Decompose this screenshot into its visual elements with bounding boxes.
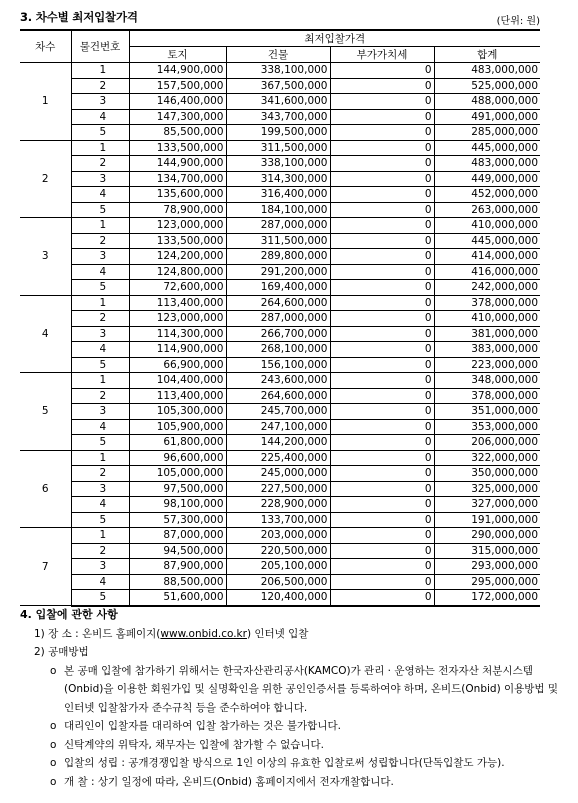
total-cell: 483,000,000 xyxy=(434,63,540,79)
vat-cell: 0 xyxy=(330,373,434,389)
bullet-text: 대리인이 입찰자를 대리하여 입찰 참가하는 것은 불가합니다. xyxy=(64,720,341,732)
table-row xyxy=(20,249,540,265)
land-cell: 94,500,000 xyxy=(129,543,226,559)
table-row xyxy=(20,78,540,94)
item-cell: 2 xyxy=(71,466,129,482)
land-cell: 51,600,000 xyxy=(129,590,226,606)
table-row xyxy=(20,187,540,203)
land-cell: 124,200,000 xyxy=(129,249,226,265)
item-cell: 4 xyxy=(71,574,129,590)
total-cell: 378,000,000 xyxy=(434,388,540,404)
table-row xyxy=(20,559,540,575)
building-cell: 316,400,000 xyxy=(226,187,330,203)
place-label: 1) 장 소 : 온비드 홈페이지( xyxy=(34,627,161,640)
land-cell: 88,500,000 xyxy=(129,574,226,590)
total-cell: 416,000,000 xyxy=(434,264,540,280)
vat-cell: 0 xyxy=(330,202,434,218)
item-cell: 5 xyxy=(71,435,129,451)
total-cell: 285,000,000 xyxy=(434,125,540,141)
method-bullets xyxy=(20,662,565,792)
section4-title: 4. 입찰에 관한 사항 xyxy=(20,608,118,621)
bullet-marker: o xyxy=(50,664,57,677)
item-cell: 5 xyxy=(71,512,129,528)
item-cell: 2 xyxy=(71,543,129,559)
land-cell: 72,600,000 xyxy=(129,280,226,296)
building-cell: 291,200,000 xyxy=(226,264,330,280)
building-cell: 311,500,000 xyxy=(226,140,330,156)
building-cell: 205,100,000 xyxy=(226,559,330,575)
item-cell: 1 xyxy=(71,450,129,466)
table-row xyxy=(20,311,540,327)
table-row xyxy=(20,466,540,482)
item-cell: 3 xyxy=(71,559,129,575)
item-cell: 1 xyxy=(71,528,129,544)
item-cell: 1 xyxy=(71,63,129,79)
table-row xyxy=(20,63,540,79)
building-cell: 203,000,000 xyxy=(226,528,330,544)
bullet-text: 신탁계약의 위탁자, 채무자는 입찰에 참가할 수 없습니다. xyxy=(64,738,324,751)
table-row xyxy=(20,280,540,296)
total-cell: 483,000,000 xyxy=(434,156,540,172)
land-cell: 87,900,000 xyxy=(129,559,226,575)
table-row xyxy=(20,233,540,249)
land-cell: 97,500,000 xyxy=(129,481,226,497)
land-cell: 123,000,000 xyxy=(129,218,226,234)
round-cell: 7 xyxy=(20,528,71,606)
vat-cell: 0 xyxy=(330,543,434,559)
land-cell: 57,300,000 xyxy=(129,512,226,528)
total-cell: 383,000,000 xyxy=(434,342,540,358)
table-row xyxy=(20,528,540,544)
item-cell: 2 xyxy=(71,78,129,94)
vat-cell: 0 xyxy=(330,295,434,311)
vat-cell: 0 xyxy=(330,280,434,296)
item-cell: 2 xyxy=(71,156,129,172)
col-header-round: 차수 xyxy=(20,30,71,63)
total-cell: 327,000,000 xyxy=(434,497,540,513)
round-cell: 2 xyxy=(20,140,71,218)
item-cell: 3 xyxy=(71,326,129,342)
land-cell: 61,800,000 xyxy=(129,435,226,451)
table-row xyxy=(20,388,540,404)
item-cell: 3 xyxy=(71,249,129,265)
total-cell: 295,000,000 xyxy=(434,574,540,590)
total-cell: 452,000,000 xyxy=(434,187,540,203)
vat-cell: 0 xyxy=(330,156,434,172)
building-cell: 228,900,000 xyxy=(226,497,330,513)
vat-cell: 0 xyxy=(330,357,434,373)
item-cell: 2 xyxy=(71,233,129,249)
round-cell: 3 xyxy=(20,218,71,296)
total-cell: 325,000,000 xyxy=(434,481,540,497)
item-cell: 3 xyxy=(71,171,129,187)
vat-cell: 0 xyxy=(330,63,434,79)
land-cell: 113,400,000 xyxy=(129,295,226,311)
section3-heading: 3. 차수별 최저입찰가격 xyxy=(20,10,138,24)
total-cell: 322,000,000 xyxy=(434,450,540,466)
vat-cell: 0 xyxy=(330,233,434,249)
land-cell: 124,800,000 xyxy=(129,264,226,280)
method-bullet xyxy=(20,662,565,718)
table-row xyxy=(20,481,540,497)
vat-cell: 0 xyxy=(330,218,434,234)
bullet-text: 입찰의 성립 : 공개경쟁입찰 방식으로 1인 이상의 유효한 입찰로써 성립합니다(단독입찰도 가능). xyxy=(64,757,505,769)
table-row xyxy=(20,450,540,466)
round-cell: 6 xyxy=(20,450,71,528)
total-cell: 351,000,000 xyxy=(434,404,540,420)
item-cell: 1 xyxy=(71,295,129,311)
table-row xyxy=(20,574,540,590)
building-cell: 264,600,000 xyxy=(226,295,330,311)
building-cell: 245,700,000 xyxy=(226,404,330,420)
land-cell: 85,500,000 xyxy=(129,125,226,141)
total-cell: 488,000,000 xyxy=(434,94,540,110)
total-cell: 172,000,000 xyxy=(434,590,540,606)
method-label: 2) 공매방법 xyxy=(34,646,89,658)
total-cell: 449,000,000 xyxy=(434,171,540,187)
vat-cell: 0 xyxy=(330,140,434,156)
total-cell: 414,000,000 xyxy=(434,249,540,265)
land-cell: 146,400,000 xyxy=(129,94,226,110)
land-cell: 113,400,000 xyxy=(129,388,226,404)
building-cell: 227,500,000 xyxy=(226,481,330,497)
method-bullet xyxy=(20,736,565,755)
item-cell: 4 xyxy=(71,419,129,435)
vat-cell: 0 xyxy=(330,559,434,575)
onbid-link[interactable]: www.onbid.co.kr xyxy=(160,627,247,640)
col-header-item: 물건번호 xyxy=(71,30,129,63)
building-cell: 341,600,000 xyxy=(226,94,330,110)
total-cell: 191,000,000 xyxy=(434,512,540,528)
bullet-marker: o xyxy=(50,757,57,769)
building-cell: 367,500,000 xyxy=(226,78,330,94)
building-cell: 266,700,000 xyxy=(226,326,330,342)
vat-cell: 0 xyxy=(330,435,434,451)
bullet-text: 개 찰 : 상기 일정에 따라, 온비드(Onbid) 홈페이지에서 전자개찰합니다. xyxy=(64,775,394,788)
building-cell: 133,700,000 xyxy=(226,512,330,528)
table-row xyxy=(20,295,540,311)
bullet-marker: o xyxy=(50,775,57,788)
total-cell: 290,000,000 xyxy=(434,528,540,544)
table-body xyxy=(20,63,540,606)
round-cell: 1 xyxy=(20,63,71,141)
table-row xyxy=(20,125,540,141)
vat-cell: 0 xyxy=(330,187,434,203)
table-row xyxy=(20,109,540,125)
total-cell: 410,000,000 xyxy=(434,218,540,234)
land-cell: 87,000,000 xyxy=(129,528,226,544)
total-cell: 293,000,000 xyxy=(434,559,540,575)
building-cell: 343,700,000 xyxy=(226,109,330,125)
table-row xyxy=(20,357,540,373)
item-cell: 3 xyxy=(71,94,129,110)
total-cell: 381,000,000 xyxy=(434,326,540,342)
vat-cell: 0 xyxy=(330,419,434,435)
building-cell: 289,800,000 xyxy=(226,249,330,265)
table-row xyxy=(20,404,540,420)
vat-cell: 0 xyxy=(330,249,434,265)
total-cell: 353,000,000 xyxy=(434,419,540,435)
vat-cell: 0 xyxy=(330,512,434,528)
col-header-total: 합계 xyxy=(434,47,540,63)
table-row xyxy=(20,218,540,234)
total-cell: 263,000,000 xyxy=(434,202,540,218)
land-cell: 157,500,000 xyxy=(129,78,226,94)
item-cell: 5 xyxy=(71,202,129,218)
building-cell: 264,600,000 xyxy=(226,388,330,404)
table-row xyxy=(20,590,540,606)
vat-cell: 0 xyxy=(330,342,434,358)
vat-cell: 0 xyxy=(330,311,434,327)
bullet-marker: o xyxy=(50,738,57,751)
bullet-marker: o xyxy=(50,720,57,732)
table-row xyxy=(20,264,540,280)
building-cell: 268,100,000 xyxy=(226,342,330,358)
item-cell: 4 xyxy=(71,264,129,280)
building-cell: 338,100,000 xyxy=(226,63,330,79)
building-cell: 314,300,000 xyxy=(226,171,330,187)
total-cell: 410,000,000 xyxy=(434,311,540,327)
land-cell: 147,300,000 xyxy=(129,109,226,125)
building-cell: 287,000,000 xyxy=(226,311,330,327)
item-cell: 4 xyxy=(71,342,129,358)
item-cell: 4 xyxy=(71,187,129,203)
total-cell: 491,000,000 xyxy=(434,109,540,125)
vat-cell: 0 xyxy=(330,404,434,420)
table-row xyxy=(20,497,540,513)
building-cell: 287,000,000 xyxy=(226,218,330,234)
total-cell: 445,000,000 xyxy=(434,233,540,249)
vat-cell: 0 xyxy=(330,528,434,544)
vat-cell: 0 xyxy=(330,590,434,606)
item-cell: 1 xyxy=(71,373,129,389)
min-bid-price-table xyxy=(20,29,540,607)
building-cell: 338,100,000 xyxy=(226,156,330,172)
land-cell: 66,900,000 xyxy=(129,357,226,373)
col-header-land: 토지 xyxy=(129,47,226,63)
item-cell: 1 xyxy=(71,218,129,234)
land-cell: 114,300,000 xyxy=(129,326,226,342)
table-row xyxy=(20,326,540,342)
land-cell: 123,000,000 xyxy=(129,311,226,327)
total-cell: 206,000,000 xyxy=(434,435,540,451)
total-cell: 242,000,000 xyxy=(434,280,540,296)
building-cell: 311,500,000 xyxy=(226,233,330,249)
total-cell: 445,000,000 xyxy=(434,140,540,156)
method-bullet xyxy=(20,717,565,736)
item-cell: 5 xyxy=(71,357,129,373)
building-cell: 184,100,000 xyxy=(226,202,330,218)
land-cell: 104,400,000 xyxy=(129,373,226,389)
building-cell: 199,500,000 xyxy=(226,125,330,141)
building-cell: 120,400,000 xyxy=(226,590,330,606)
building-cell: 144,200,000 xyxy=(226,435,330,451)
item-cell: 4 xyxy=(71,109,129,125)
land-cell: 105,000,000 xyxy=(129,466,226,482)
unit-label: (단위: 원) xyxy=(496,16,540,27)
land-cell: 78,900,000 xyxy=(129,202,226,218)
building-cell: 243,600,000 xyxy=(226,373,330,389)
land-cell: 133,500,000 xyxy=(129,140,226,156)
table-row xyxy=(20,373,540,389)
land-cell: 133,500,000 xyxy=(129,233,226,249)
col-header-building: 건물 xyxy=(226,47,330,63)
table-row xyxy=(20,171,540,187)
land-cell: 144,900,000 xyxy=(129,63,226,79)
item-cell: 1 xyxy=(71,140,129,156)
table-row xyxy=(20,94,540,110)
land-cell: 98,100,000 xyxy=(129,497,226,513)
place-line xyxy=(20,625,565,644)
col-header-vat: 부가가치세 xyxy=(330,47,434,63)
vat-cell: 0 xyxy=(330,466,434,482)
vat-cell: 0 xyxy=(330,264,434,280)
place-suffix: ) 인터넷 입찰 xyxy=(246,627,309,640)
table-row xyxy=(20,435,540,451)
land-cell: 134,700,000 xyxy=(129,171,226,187)
total-cell: 350,000,000 xyxy=(434,466,540,482)
land-cell: 105,900,000 xyxy=(129,419,226,435)
item-cell: 5 xyxy=(71,280,129,296)
total-cell: 348,000,000 xyxy=(434,373,540,389)
item-cell: 3 xyxy=(71,481,129,497)
item-cell: 5 xyxy=(71,590,129,606)
land-cell: 144,900,000 xyxy=(129,156,226,172)
vat-cell: 0 xyxy=(330,109,434,125)
vat-cell: 0 xyxy=(330,94,434,110)
item-cell: 4 xyxy=(71,497,129,513)
table-row xyxy=(20,512,540,528)
table-row xyxy=(20,543,540,559)
vat-cell: 0 xyxy=(330,171,434,187)
building-cell: 245,000,000 xyxy=(226,466,330,482)
total-cell: 315,000,000 xyxy=(434,543,540,559)
method-bullet xyxy=(20,773,565,792)
method-bullet xyxy=(20,754,565,773)
land-cell: 105,300,000 xyxy=(129,404,226,420)
item-cell: 2 xyxy=(71,311,129,327)
vat-cell: 0 xyxy=(330,326,434,342)
item-cell: 3 xyxy=(71,404,129,420)
vat-cell: 0 xyxy=(330,388,434,404)
table-row xyxy=(20,140,540,156)
round-cell: 4 xyxy=(20,295,71,373)
table-row xyxy=(20,156,540,172)
building-cell: 169,400,000 xyxy=(226,280,330,296)
building-cell: 225,400,000 xyxy=(226,450,330,466)
round-cell: 5 xyxy=(20,373,71,451)
vat-cell: 0 xyxy=(330,481,434,497)
vat-cell: 0 xyxy=(330,574,434,590)
vat-cell: 0 xyxy=(330,497,434,513)
vat-cell: 0 xyxy=(330,450,434,466)
section4 xyxy=(20,606,565,791)
bullet-text: 본 공매 입찰에 참가하기 위해서는 한국자산관리공사(KAMCO)가 관리 · 운영하는 전자자산 처분시스템(Onbid)을 이용한 회원가입 및 실명확인을 위한 공인인증서를 등록하여야 하며, 온비드(Onbid) 이용방법 및 인터넷 입찰참가자 준수규칙 등을 준수하여야 합니다. xyxy=(64,664,559,714)
table-row xyxy=(20,202,540,218)
total-cell: 223,000,000 xyxy=(434,357,540,373)
vat-cell: 0 xyxy=(330,78,434,94)
building-cell: 206,500,000 xyxy=(226,574,330,590)
land-cell: 96,600,000 xyxy=(129,450,226,466)
item-cell: 5 xyxy=(71,125,129,141)
col-header-min-price: 최저입찰가격 xyxy=(129,30,540,47)
land-cell: 135,600,000 xyxy=(129,187,226,203)
vat-cell: 0 xyxy=(330,125,434,141)
table-row xyxy=(20,419,540,435)
building-cell: 156,100,000 xyxy=(226,357,330,373)
table-row xyxy=(20,342,540,358)
total-cell: 525,000,000 xyxy=(434,78,540,94)
building-cell: 220,500,000 xyxy=(226,543,330,559)
building-cell: 247,100,000 xyxy=(226,419,330,435)
item-cell: 2 xyxy=(71,388,129,404)
total-cell: 378,000,000 xyxy=(434,295,540,311)
land-cell: 114,900,000 xyxy=(129,342,226,358)
